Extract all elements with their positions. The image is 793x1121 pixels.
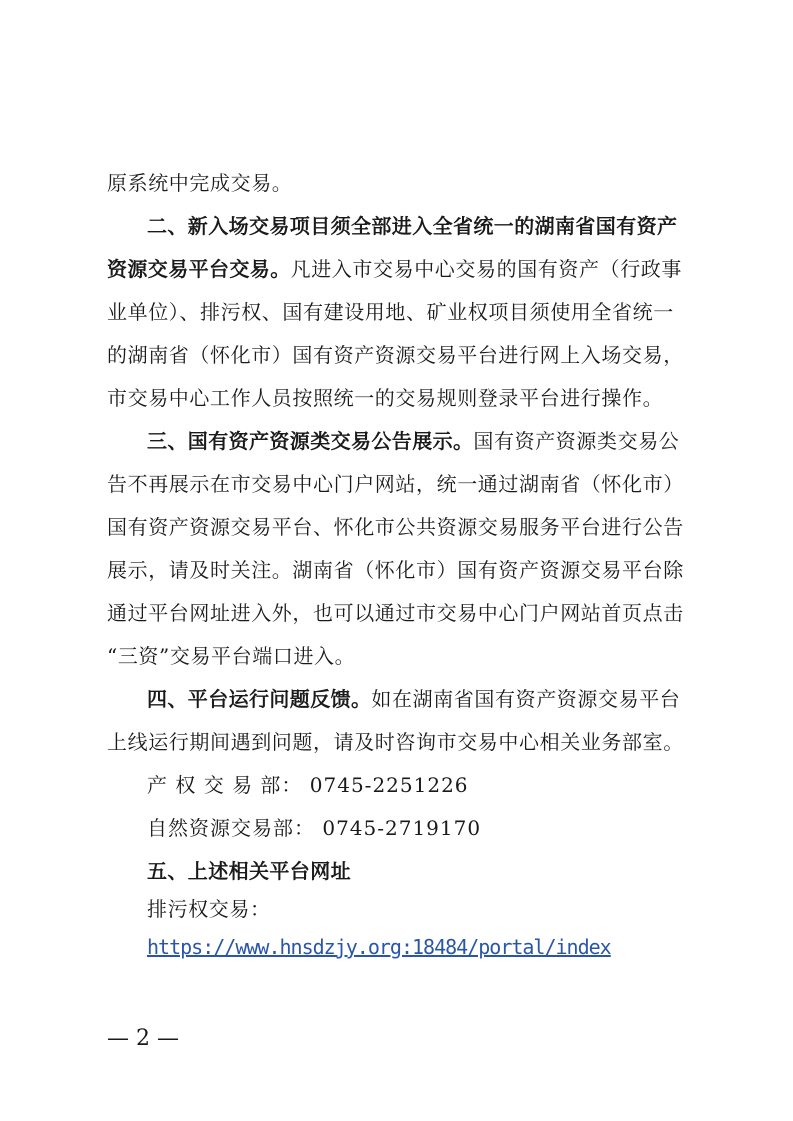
text-line: 展示，请及时关注。湖南省（怀化市）国有资产资源交易平台除 bbox=[107, 558, 684, 582]
section-heading-5: 五、上述相关平台网址 bbox=[147, 859, 351, 883]
text-line bbox=[147, 686, 747, 712]
contact-property-rights: 产 权 交 易 部： 0745-2251226 bbox=[147, 773, 469, 797]
text-line: 排污权交易： bbox=[147, 897, 271, 921]
text-span: 国有资产资源类交易公 bbox=[473, 429, 680, 453]
platform-url-link[interactable]: https://www.hnsdzjy.org:18484/portal/index bbox=[147, 935, 611, 959]
text-line bbox=[147, 428, 747, 454]
text-span: 如在湖南省国有资产资源交易平台 bbox=[371, 687, 681, 711]
text-line: 原系统中完成交易。 bbox=[107, 171, 293, 195]
text-line: 通过平台网址进入外，也可以通过市交易中心门户网站首页点击 bbox=[107, 601, 684, 625]
section-heading-2-cont: 资源交易平台交易。 bbox=[107, 257, 291, 281]
section-heading-2: 二、新入场交易项目须全部进入全省统一的湖南省国有资产 bbox=[147, 214, 678, 238]
text-span: 凡进入市交易中心交易的国有资产（行政事 bbox=[290, 257, 683, 281]
page-number: — 2 — bbox=[107, 1026, 179, 1051]
section-heading-4: 四、平台运行问题反馈。 bbox=[147, 687, 372, 711]
text-line: 的湖南省（怀化市）国有资产资源交易平台进行网上入场交易， bbox=[107, 343, 684, 367]
text-line: “三资”交易平台端口进入。 bbox=[107, 644, 356, 668]
text-line: 上线运行期间遇到问题，请及时咨询市交易中心相关业务部室。 bbox=[107, 730, 684, 754]
text-line: 市交易中心工作人员按照统一的交易规则登录平台进行操作。 bbox=[107, 386, 664, 410]
contact-natural-resources: 自然资源交易部： 0745-2719170 bbox=[147, 816, 482, 840]
text-line: 业单位）、排污权、国有建设用地、矿业权项目须使用全省统一 bbox=[107, 300, 674, 324]
text-line bbox=[107, 256, 707, 282]
section-heading-3: 三、国有资产资源类交易公告展示。 bbox=[147, 429, 474, 453]
text-line: 告不再展示在市交易中心门户网站，统一通过湖南省（怀化市） bbox=[107, 472, 684, 496]
text-line: 国有资产资源交易平台、怀化市公共资源交易服务平台进行公告 bbox=[107, 515, 684, 539]
